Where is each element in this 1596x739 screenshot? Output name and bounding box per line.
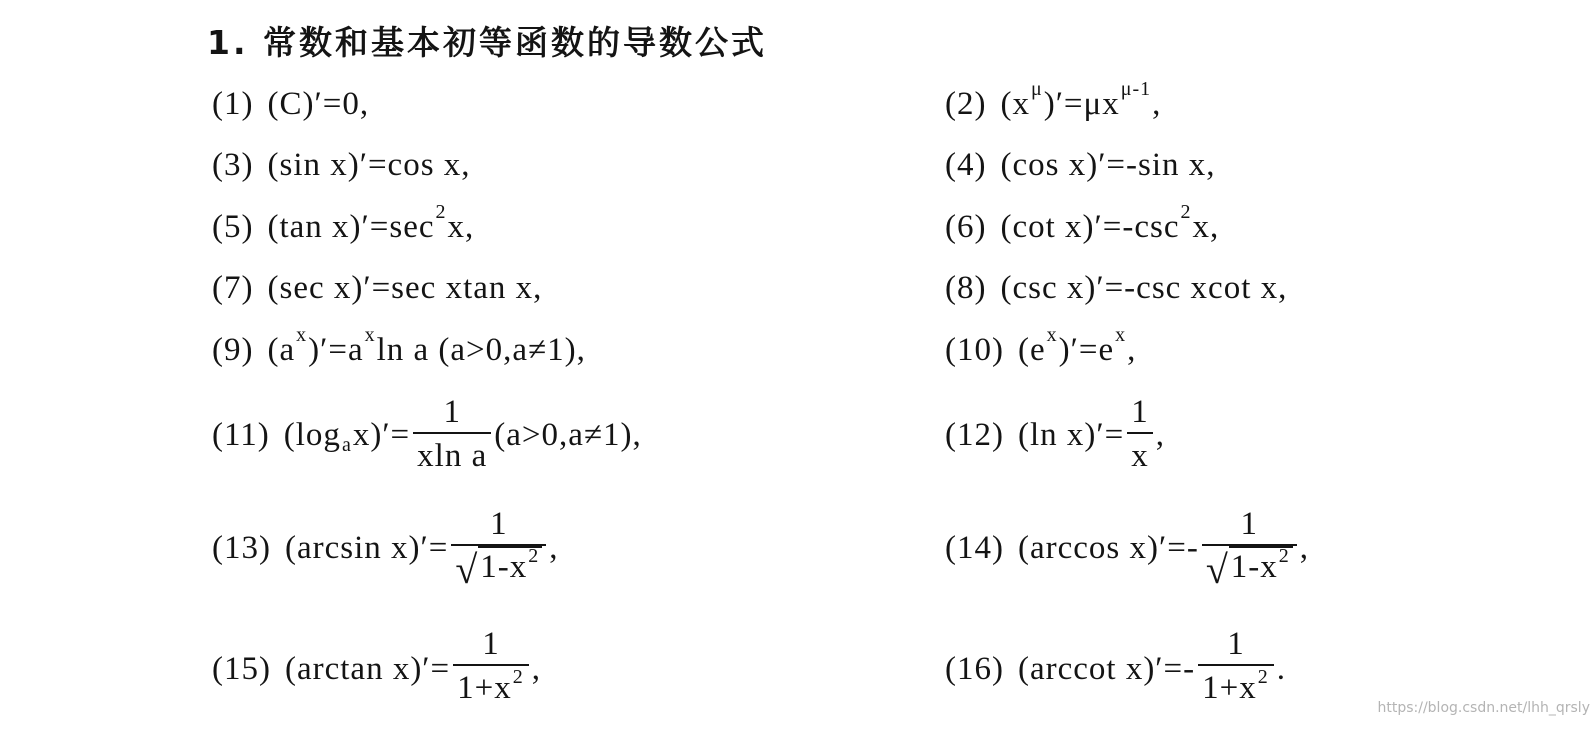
formula-expression: (csc x)′=-csc xcot x, bbox=[1000, 269, 1288, 306]
formula-6 bbox=[945, 200, 1220, 249]
denominator-text: 1+x bbox=[457, 670, 512, 706]
formula-part: x, bbox=[1192, 208, 1220, 245]
radicand bbox=[478, 546, 542, 590]
formula-part: . bbox=[1276, 650, 1287, 687]
formula-10 bbox=[945, 323, 1137, 372]
formula-expression bbox=[1018, 624, 1286, 714]
radicand bbox=[1229, 546, 1293, 590]
formula-1 bbox=[212, 82, 369, 126]
formula-part: (a>0,a≠1), bbox=[494, 416, 642, 453]
formula-part: (arctan x)′= bbox=[284, 650, 451, 687]
square-root bbox=[1206, 546, 1293, 590]
formula-number: (10) bbox=[945, 331, 1004, 368]
formula-number: (6) bbox=[945, 208, 987, 245]
formula-number: (12) bbox=[945, 416, 1004, 453]
formula-14 bbox=[945, 500, 1309, 596]
formula-3 bbox=[212, 143, 471, 187]
section-heading: 1. 常数和基本初等函数的导数公式 bbox=[207, 23, 767, 62]
radicand-text: 1-x bbox=[480, 548, 528, 585]
fraction-denominator bbox=[451, 544, 546, 593]
fraction-numerator: 1 bbox=[490, 505, 508, 542]
formula-part: (tan x)′=sec bbox=[267, 208, 435, 245]
formula-expression bbox=[1018, 392, 1165, 478]
formula-9 bbox=[212, 323, 586, 372]
formula-number: (4) bbox=[945, 146, 987, 183]
formula-part: (arccot x)′=- bbox=[1017, 650, 1196, 687]
formula-expression: (sec x)′=sec xtan x, bbox=[267, 269, 543, 306]
formula-part: x)′= bbox=[352, 416, 411, 453]
square-root bbox=[455, 546, 542, 590]
formula-part: , bbox=[1155, 416, 1165, 453]
formula-part: (ln x)′= bbox=[1017, 416, 1125, 453]
formula-expression bbox=[284, 392, 642, 478]
formula-part: )′=e bbox=[1058, 331, 1115, 368]
formula-expression bbox=[1000, 77, 1162, 123]
formula-2 bbox=[945, 77, 1162, 126]
formula-number: (15) bbox=[212, 650, 271, 687]
superscript: 2 bbox=[1278, 544, 1290, 567]
superscript: 2 bbox=[528, 544, 540, 567]
formula-part: (e bbox=[1017, 331, 1046, 368]
superscript: x bbox=[1046, 323, 1058, 346]
radicand-text: 1-x bbox=[1230, 548, 1278, 585]
formula-number: (13) bbox=[212, 529, 271, 566]
superscript: 2 bbox=[1180, 200, 1192, 223]
formula-lhs: (C)′ bbox=[267, 85, 323, 122]
fraction-numerator: 1 bbox=[1131, 394, 1149, 430]
formula-part: , bbox=[549, 529, 559, 566]
formula-expression bbox=[267, 86, 369, 123]
formula-number: (9) bbox=[212, 331, 254, 368]
formula-rhs: =0, bbox=[322, 85, 370, 122]
radical-sign-icon: √ bbox=[1205, 546, 1229, 592]
radical-sign-icon: √ bbox=[455, 546, 479, 592]
fraction-denominator bbox=[1198, 664, 1274, 714]
formula-expression bbox=[285, 504, 559, 593]
fraction bbox=[1127, 392, 1153, 478]
formula-part: , bbox=[1299, 529, 1310, 566]
fraction-numerator: 1 bbox=[1227, 626, 1245, 662]
formula-part: x, bbox=[447, 208, 475, 245]
fraction bbox=[1202, 504, 1297, 593]
formula-13 bbox=[212, 500, 559, 596]
fraction-denominator bbox=[453, 664, 529, 714]
formula-7 bbox=[212, 266, 542, 310]
formula-number: (8) bbox=[945, 269, 987, 306]
superscript: x bbox=[364, 323, 376, 346]
fraction-numerator: 1 bbox=[482, 626, 500, 662]
formula-expression bbox=[1000, 200, 1220, 246]
fraction-denominator: xln a bbox=[413, 432, 491, 478]
formula-part: , bbox=[531, 650, 542, 687]
superscript: μ bbox=[1030, 77, 1043, 100]
fraction bbox=[453, 624, 529, 714]
formula-expression: (sin x)′=cos x, bbox=[267, 146, 471, 183]
formula-part: ln a (a>0,a≠1), bbox=[376, 331, 586, 368]
superscript: 2 bbox=[435, 200, 447, 223]
subscript: a bbox=[341, 433, 352, 456]
formula-expression bbox=[1018, 504, 1309, 593]
denominator-text: 1+x bbox=[1202, 670, 1257, 706]
formula-expression: (cos x)′=-sin x, bbox=[1000, 146, 1216, 183]
formula-12 bbox=[945, 391, 1165, 479]
fraction-denominator bbox=[1202, 544, 1297, 593]
superscript: 2 bbox=[512, 666, 524, 688]
formula-number: (3) bbox=[212, 146, 254, 183]
formula-5 bbox=[212, 200, 475, 249]
fraction-numerator: 1 bbox=[1240, 505, 1259, 542]
fraction bbox=[413, 392, 491, 478]
formula-number: (1) bbox=[212, 85, 254, 122]
formula-16 bbox=[945, 624, 1286, 714]
formula-part: (x bbox=[1000, 85, 1030, 122]
formula-part: )′=μx bbox=[1043, 85, 1120, 122]
formula-number: (5) bbox=[212, 208, 254, 245]
formula-expression bbox=[285, 624, 541, 714]
formula-part: (a bbox=[267, 331, 296, 368]
formula-number: (14) bbox=[945, 529, 1004, 566]
superscript: x bbox=[1115, 323, 1127, 346]
formula-part: (log bbox=[283, 416, 341, 453]
formula-expression bbox=[267, 200, 475, 246]
formula-number: (2) bbox=[945, 85, 987, 122]
formula-11 bbox=[212, 391, 642, 479]
fraction bbox=[451, 504, 546, 593]
formula-part: , bbox=[1127, 331, 1137, 368]
superscript: 2 bbox=[1257, 666, 1269, 688]
fraction bbox=[1198, 624, 1274, 714]
formula-part: (cot x)′=-csc bbox=[1000, 208, 1180, 245]
fraction-denominator: x bbox=[1127, 432, 1153, 478]
watermark: https://blog.csdn.net/lhh_qrsly bbox=[1377, 700, 1590, 716]
superscript: x bbox=[296, 323, 308, 346]
superscript: μ-1 bbox=[1120, 77, 1152, 100]
formula-part: , bbox=[1152, 85, 1162, 122]
formula-part: )′=a bbox=[308, 331, 364, 368]
formula-expression bbox=[267, 323, 586, 369]
formula-number: (7) bbox=[212, 269, 254, 306]
formula-number: (11) bbox=[212, 416, 270, 453]
formula-number: (16) bbox=[945, 650, 1004, 687]
formula-15 bbox=[212, 624, 541, 714]
formula-part: (arccos x)′=- bbox=[1017, 529, 1199, 566]
formula-4 bbox=[945, 143, 1216, 187]
formula-expression bbox=[1017, 323, 1137, 369]
formula-part: (arcsin x)′= bbox=[284, 529, 449, 566]
fraction-numerator: 1 bbox=[443, 394, 461, 430]
formula-8 bbox=[945, 266, 1287, 310]
